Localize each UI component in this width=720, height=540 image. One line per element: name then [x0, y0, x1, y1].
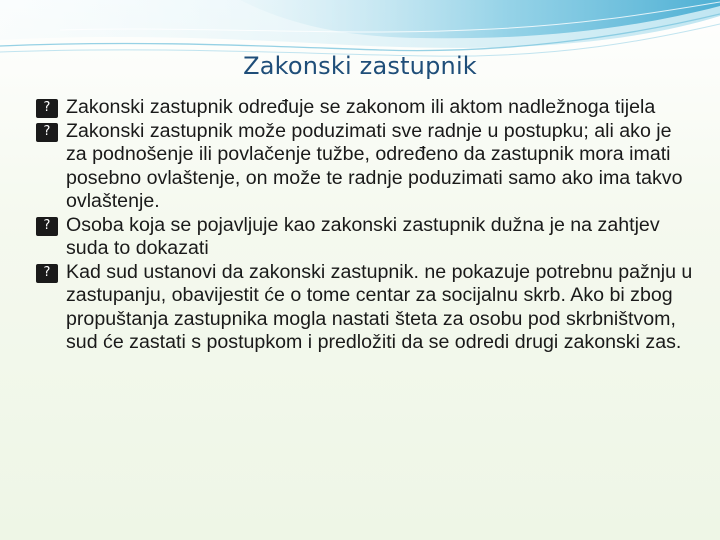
- bullet-list: [36, 96, 696, 355]
- list-item: [36, 120, 696, 214]
- missing-glyph-icon: ?: [36, 217, 58, 236]
- paragraph-text: Zakonski zastupnik može poduzimati sve radnje u postupku; ali ako je za podnošenje ili povlačenje tužbe, određeno da zastupnik mora imati posebno ovlaštenje, on može te radnje poduzimati samo ako ima takvo ovlaštenje.: [66, 119, 683, 212]
- slide-title: Zakonski zastupnik: [243, 52, 477, 80]
- paragraph-text: Osoba koja se pojavljuje kao zakonski zastupnik dužna je na zahtjev suda to dokazati: [66, 213, 660, 259]
- list-item: [36, 96, 696, 120]
- list-item: [36, 261, 696, 355]
- paragraph-text: Zakonski zastupnik određuje se zakonom ili aktom nadležnoga tijela: [66, 96, 656, 118]
- missing-glyph-icon: ?: [36, 99, 58, 118]
- paragraph-text: Kad sud ustanovi da zakonski zastupnik. ne pokazuje potrebnu pažnju u zastupanju, obavijestit će o tome centar za socijalnu skrb. Ako bi zbog propuštanja zastupnika mogla nastati šteta za osobu pod skrbništvom, sud će zastati s postupkom i predložiti da se odredi drugi zakonski zas.: [66, 260, 693, 353]
- list-item: [36, 214, 696, 261]
- missing-glyph-icon: ?: [36, 264, 58, 283]
- missing-glyph-icon: ?: [36, 123, 58, 142]
